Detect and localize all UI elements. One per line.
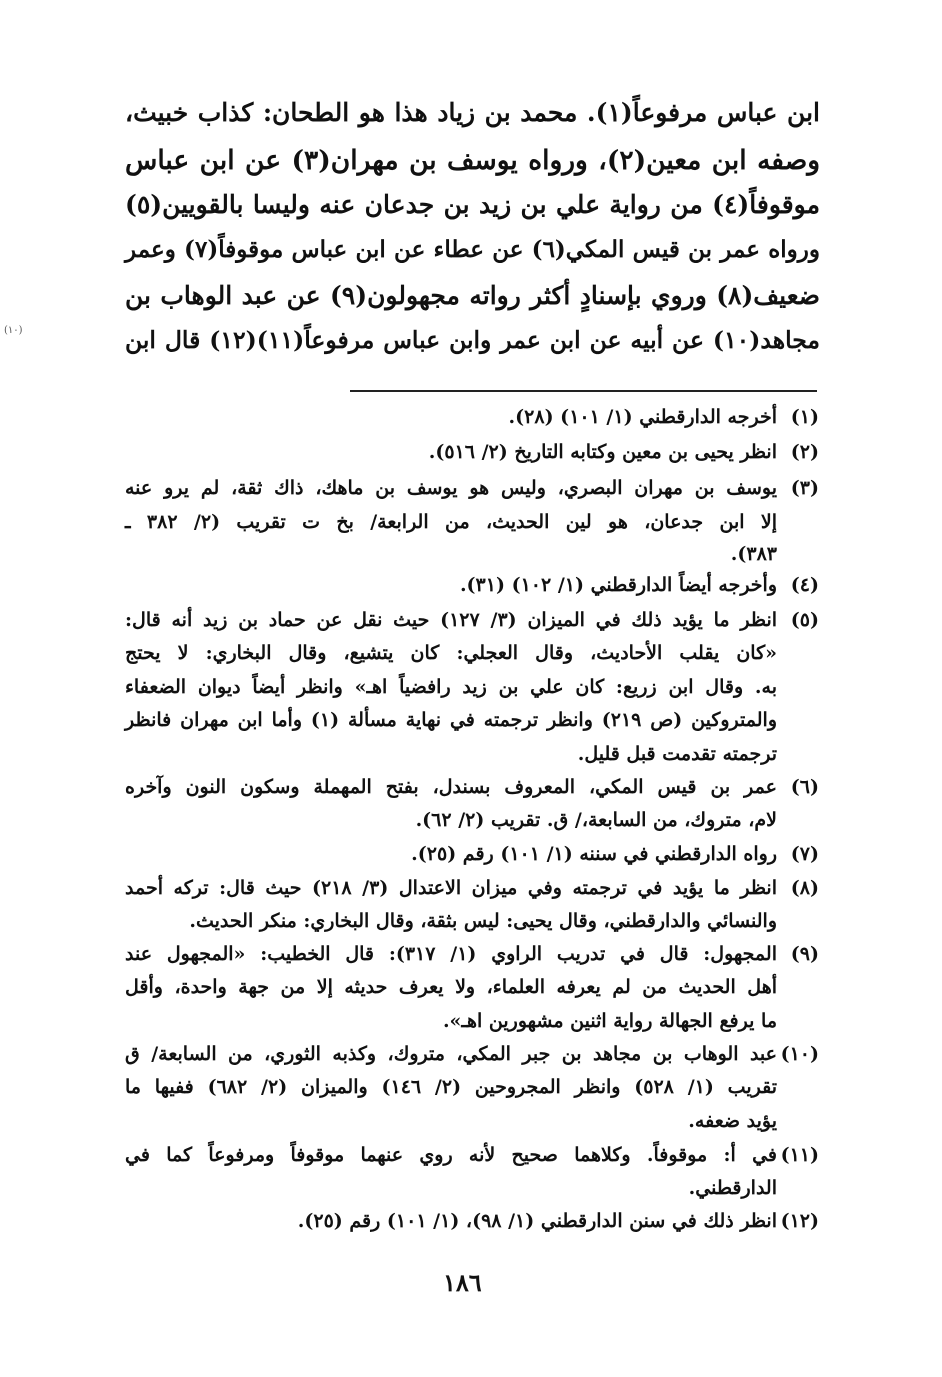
footnote-number: (٢) <box>790 441 819 463</box>
footnote-text: لام، متروك، من السابعة،/ ق. تقريب (٢/ ٦٢). <box>415 809 777 831</box>
footnote-number: (٦) <box>790 776 819 798</box>
main-text-line: موقوفاً(٤) من رواية علي بن زيد بن جدعان عنه وليسا بالقويين(٥) <box>125 190 820 219</box>
footnote-text: يوسف بن مهران البصري، وليس هو يوسف بن ماهك، ذاك ثقة، لم يرو عنه <box>125 477 777 499</box>
footnote-text: يؤيد ضعفه. <box>688 1110 777 1132</box>
footnote-text: أخرجه الدارقطني (١/ ١٠١) (٢٨). <box>508 406 777 428</box>
footnote-text: تقريب (١/ ٥٢٨) وانظر المجروحين (٢/ ١٤٦) والميزان (٢/ ٦٨٢) ففيها ما <box>125 1076 778 1098</box>
footnote-number: (٤) <box>790 574 819 596</box>
footnote-text: «كان يقلب الأحاديث، وقال العجلي: كان يتشيع، وقال البخاري: لا يحتج <box>125 642 777 664</box>
footnote-text: أهل الحديث من لم يعرفه العلماء، ولا يعرف حديثه إلا من جهة واحدة، وأقل <box>125 976 777 998</box>
footnote-text: عبد الوهاب بن مجاهد بن جبر المكي، متروك، وكذبه الثوري، من السابعة/ ق <box>125 1043 777 1065</box>
main-text-line: ضعيف(٨) وروي بإسنادٍ أكثر رواته مجهولون(٩) عن عبد الوهاب بن <box>125 281 821 310</box>
footnote-text: في أ: موقوفاً. وكلاهما صحيح لأنه روي عنهما موقوفاً ومرفوعاً كما في <box>125 1144 777 1166</box>
margin-mark: (١٠) <box>4 325 23 336</box>
footnote-text: عمر بن قيس المكي، المعروف بسندل، بفتح المهملة وسكون النون وآخره <box>125 776 777 798</box>
main-text-line: وصفه ابن معين(٢)، ورواه يوسف بن مهران(٣) عن ابن عباس <box>125 145 821 176</box>
footnote-separator <box>350 390 817 392</box>
footnote-text: والمتروكين (ص ٢١٩) وانظر ترجمته في نهاية مسألة (١) وأما ابن مهران فانظر <box>125 709 777 731</box>
footnote-number: (٩) <box>790 943 819 965</box>
footnote-text: انظر ذلك في سنن الدارقطني (١/ ٩٨)، (١/ ١٠١) رقم (٢٥). <box>297 1210 777 1232</box>
footnote-text: انظر ما يؤيد ذلك في الميزان (٣/ ١٢٧) حيث نقل عن حماد بن زيد أنه قال: <box>125 609 778 631</box>
footnote-text: إلا ابن جدعان، هو لين الحديث، من الرابعة/ بخ ت تقريب (٢/ ٣٨٢ ـ <box>125 511 777 533</box>
footnote-number: (١) <box>790 406 819 428</box>
footnote-text: والنسائي والدارقطني، وقال يحيى: ليس بثقة، وقال البخاري: منكر الحديث. <box>189 910 777 932</box>
main-text-line: ابن عباس مرفوعاً(١). محمد بن زياد هذا هو الطحان: كذاب خبيث، <box>125 98 820 127</box>
main-text-line: مجاهد(١٠) عن أبيه عن ابن عمر وابن عباس مرفوعاً(١١)(١٢) قال ابن <box>125 326 820 354</box>
footnote-text: المجهول: قال في تدريب الراوي (١/ ٣١٧): قال الخطيب: «المجهول عند <box>125 943 777 965</box>
footnote-text: وأخرجه أيضاً الدارقطني (١/ ١٠٢) (٣١). <box>459 574 777 596</box>
footnote-number: (٨) <box>790 877 819 899</box>
main-text-line: ورواه عمر بن قيس المكي(٦) عن عطاء عن ابن عباس موقوفاً(٧) وعمر <box>125 236 820 263</box>
footnote-text: ٣٨٣). <box>730 543 777 565</box>
footnote-number: (١٢) <box>780 1210 819 1232</box>
footnote-number: (١١) <box>780 1144 819 1166</box>
footnote-number: (٣) <box>790 477 819 499</box>
footnote-number: (١٠) <box>780 1043 819 1065</box>
footnote-number: (٥) <box>790 609 819 631</box>
footnote-number: (٧) <box>790 843 819 865</box>
footnote-text: ترجمته تقدمت قبل قليل. <box>577 743 777 765</box>
footnote-text: رواه الدارقطني في سننه (١/ ١٠١) رقم (٢٥). <box>411 843 777 865</box>
footnote-text: به. وقال ابن زريع: كان علي بن زيد رافضياً اهـ» وانظر أيضاً ديوان الضعفاء <box>125 676 777 698</box>
footnote-text: انظر ما يؤيد في ترجمته وفي ميزان الاعتدال (٣/ ٢١٨) حيث قال: تركه أحمد <box>125 877 777 899</box>
footnote-text: الدارقطني. <box>688 1177 777 1199</box>
footnote-text: ما يرفع الجهالة رواية اثنين مشهورين اهـ». <box>442 1010 777 1032</box>
page-number: ١٨٦ <box>443 1268 482 1297</box>
footnote-text: انظر يحيى بن معين وكتابه التاريخ (٢/ ٥١٦). <box>428 441 777 463</box>
